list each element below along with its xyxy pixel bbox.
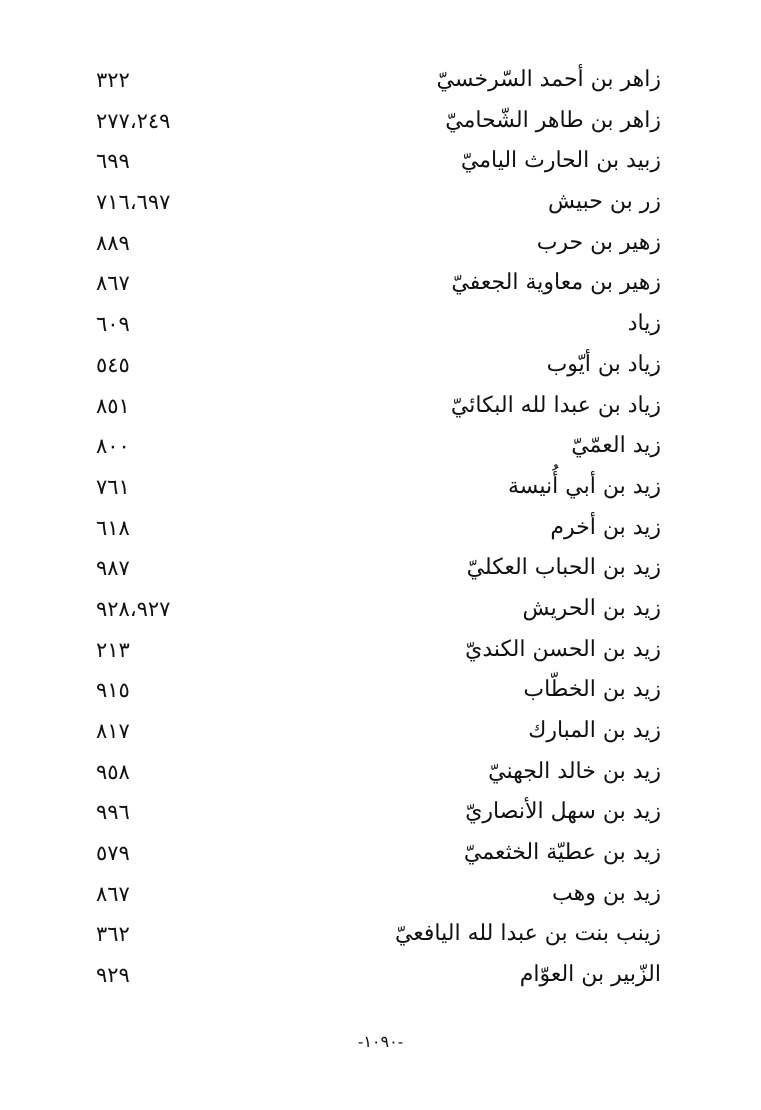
- entry-pages: ٩٢٨،٩٢٧: [96, 596, 171, 621]
- page-number: -١٠٩٠-: [357, 1032, 404, 1051]
- entry-pages: ٧٦١: [96, 474, 130, 499]
- entry-pages: ٩٩٦: [96, 800, 130, 825]
- index-entry: [0, 508, 761, 549]
- entry-pages: ٩١٥: [96, 678, 130, 703]
- entry-name: زاهر بن طاهر الشّحاميّ: [445, 107, 661, 133]
- entry-pages: ٩٢٩: [96, 963, 130, 988]
- index-entry: [0, 263, 761, 304]
- entry-name: زيد بن عطيّة الخثعميّ: [463, 840, 661, 866]
- entry-pages: ٥٤٥: [96, 352, 130, 377]
- index-entry: [0, 874, 761, 915]
- entry-name: زيد بن سهل الأنصاريّ: [465, 799, 661, 825]
- entry-name: زيد بن الحسن الكنديّ: [465, 636, 661, 662]
- index-entries: [0, 60, 761, 996]
- index-entry: [0, 833, 761, 874]
- index-entry: [0, 914, 761, 955]
- entry-pages: ٨٨٩: [96, 230, 130, 255]
- entry-name: زيد بن وهب: [552, 880, 661, 906]
- entry-pages: ٢٧٧،٢٤٩: [96, 108, 171, 133]
- index-entry: [0, 792, 761, 833]
- index-entry: [0, 386, 761, 427]
- entry-name: زيد بن أخرم: [550, 514, 661, 540]
- entry-pages: ٦٠٩: [96, 312, 130, 337]
- entry-name: زياد بن عبدا لله البكائيّ: [450, 392, 661, 418]
- entry-name: زاهر بن أحمد السّرخسيّ: [436, 67, 661, 92]
- index-entry: [0, 182, 761, 223]
- index-entry: [0, 711, 761, 752]
- index-entry: [0, 304, 761, 345]
- index-entry: [0, 548, 761, 589]
- entry-pages: ٨٥١: [96, 393, 130, 418]
- entry-pages: ٣٦٢: [96, 922, 130, 947]
- entry-pages: ٦١٨: [96, 515, 130, 540]
- entry-pages: ٥٧٩: [96, 841, 130, 866]
- entry-name: زهير بن معاوية الجعفيّ: [451, 270, 661, 296]
- entry-pages: ٨٦٧: [96, 271, 130, 296]
- entry-name: زيد بن الحريش: [522, 595, 661, 621]
- index-entry: [0, 752, 761, 793]
- entry-name: زينب بنت بن عبدا لله اليافعيّ: [394, 921, 661, 947]
- entry-name: زيد بن أبي أُنيسة: [507, 473, 661, 499]
- entry-pages: ٩٨٧: [96, 556, 130, 581]
- entry-pages: ٨١٧: [96, 719, 130, 743]
- entry-pages: ٨٠٠: [96, 434, 130, 459]
- entry-name: زبيد بن الحارث الياميّ: [460, 148, 661, 174]
- index-entry: [0, 670, 761, 711]
- entry-pages: ٦٩٩: [96, 149, 130, 174]
- index-entry: [0, 101, 761, 142]
- entry-pages: ٨٦٧: [96, 881, 130, 906]
- entry-name: الزّبير بن العوّام: [519, 962, 661, 988]
- entry-name: زيد بن المبارك: [528, 718, 661, 743]
- entry-name: زياد: [627, 311, 661, 337]
- entry-pages: ٧١٦،٦٩٧: [96, 190, 171, 215]
- index-entry: [0, 955, 761, 996]
- entry-pages: ٩٥٨: [96, 759, 130, 784]
- entry-pages: ٣٢٢: [96, 68, 130, 92]
- index-entry: [0, 589, 761, 630]
- index-entry: [0, 60, 761, 101]
- entry-name: زر بن حبيش: [547, 189, 661, 215]
- index-entry: [0, 223, 761, 264]
- entry-name: زيد بن الخطّاب: [523, 677, 661, 703]
- index-entry: [0, 426, 761, 467]
- index-entry: [0, 345, 761, 386]
- index-entry: [0, 630, 761, 671]
- entry-name: زهير بن حرب: [536, 229, 661, 255]
- entry-name: زيد بن الحباب العكليّ: [466, 555, 661, 581]
- entry-pages: ٢١٣: [96, 637, 130, 662]
- index-entry: [0, 141, 761, 182]
- entry-name: زياد بن أيّوب: [546, 351, 661, 377]
- entry-name: زيد بن خالد الجهنيّ: [488, 758, 661, 784]
- index-entry: [0, 467, 761, 508]
- entry-name: زيد العمّيّ: [571, 433, 661, 459]
